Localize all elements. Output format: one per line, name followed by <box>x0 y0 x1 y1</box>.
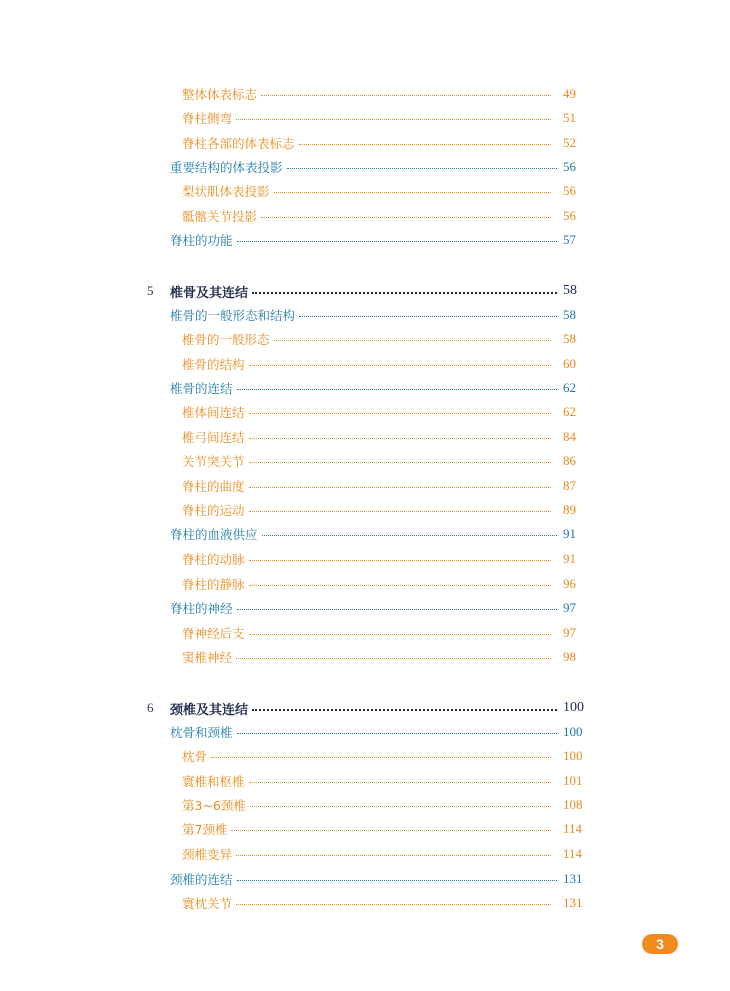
dot-leader <box>249 782 551 783</box>
chapter-number: 5 <box>147 283 154 298</box>
toc-entry-title: 重要结构的体表投影 <box>170 160 283 175</box>
toc-entry-body <box>182 109 551 127</box>
dot-leader <box>237 733 557 734</box>
chapter-number: 6 <box>147 700 154 715</box>
toc-entry-page-number: 86 <box>563 453 576 468</box>
toc-entry-page-number: 56 <box>563 183 576 198</box>
toc-entry-title: 椎体间连结 <box>182 405 245 420</box>
toc-entry-sub[interactable] <box>0 819 730 839</box>
toc-entry-page-number: 100 <box>563 748 583 763</box>
toc-entry-section[interactable] <box>0 869 730 889</box>
toc-entry-body <box>170 231 557 249</box>
dot-leader <box>237 880 557 881</box>
page-number-badge: 3 <box>642 934 678 954</box>
dot-leader <box>236 904 551 905</box>
toc-entry-page-number: 131 <box>563 895 583 910</box>
toc-entry-title: 椎骨及其连结 <box>170 285 249 301</box>
toc-entry-section[interactable] <box>0 378 730 398</box>
dot-leader <box>237 609 557 610</box>
dot-leader <box>236 658 551 659</box>
toc-entry-page-number: 52 <box>563 135 576 150</box>
toc-entry-sub[interactable] <box>0 133 730 153</box>
dot-leader <box>249 462 551 463</box>
toc-entry-title: 颈椎及其连结 <box>170 702 249 718</box>
toc-entry-page-number: 108 <box>563 797 583 812</box>
dot-leader <box>249 365 551 366</box>
toc-entry-title: 关节突关节 <box>182 454 245 469</box>
toc-entry-body <box>182 820 551 838</box>
dot-leader <box>252 709 557 711</box>
toc-entry-body <box>170 870 557 888</box>
toc-entry-body <box>170 699 557 718</box>
dot-leader <box>249 438 551 439</box>
toc-entry-sub[interactable] <box>0 476 730 496</box>
toc-entry-body <box>182 182 551 200</box>
dot-leader <box>249 413 551 414</box>
toc-entry-page-number: 97 <box>563 600 576 615</box>
toc-entry-body <box>182 845 551 863</box>
toc-entry-page-number: 91 <box>563 526 576 541</box>
toc-entry-body <box>182 796 551 814</box>
toc-entry-page-number: 62 <box>563 404 576 419</box>
dot-leader <box>237 389 557 390</box>
toc-entry-body <box>182 85 551 103</box>
toc-entry-body <box>182 428 551 446</box>
toc-entry-title: 脊柱侧弯 <box>182 111 233 126</box>
toc-entry-body <box>182 134 551 152</box>
toc-entry-title: 梨状肌体表投影 <box>182 184 270 199</box>
toc-entry-section[interactable] <box>0 524 730 544</box>
toc-entry-sub[interactable] <box>0 574 730 594</box>
toc-entry-body <box>182 452 551 470</box>
toc-entry-sub[interactable] <box>0 647 730 667</box>
toc-entry-title: 椎骨的连结 <box>170 381 233 396</box>
toc-entry-title: 脊柱的功能 <box>170 233 233 248</box>
toc-entry-page-number: 58 <box>563 331 576 346</box>
toc-entry-title: 椎骨的结构 <box>182 357 245 372</box>
dot-leader <box>261 95 551 96</box>
dot-leader <box>299 316 557 317</box>
toc-entry-sub[interactable] <box>0 623 730 643</box>
toc-entry-title: 枕骨 <box>182 749 208 764</box>
toc-entry-page-number: 114 <box>563 821 583 836</box>
toc-entry-page-number: 84 <box>563 429 576 444</box>
toc-entry-title: 脊柱的运动 <box>182 503 245 518</box>
toc-entry-title: 整体体表标志 <box>182 87 258 102</box>
toc-entry-page-number: 131 <box>563 871 583 886</box>
toc-entry-sub[interactable] <box>0 746 730 766</box>
toc-entry-body <box>170 282 557 301</box>
toc-entry-page-number: 101 <box>563 773 583 788</box>
dot-leader <box>249 634 551 635</box>
dot-leader <box>274 340 551 341</box>
toc-entry-title: 椎骨的一般形态和结构 <box>170 308 296 323</box>
toc-entry-body <box>182 477 551 495</box>
toc-entry-body <box>170 379 557 397</box>
toc-entry-title: 脊柱各部的体表标志 <box>182 136 295 151</box>
toc-entry-sub[interactable] <box>0 354 730 374</box>
toc-entry-body <box>170 599 557 617</box>
toc-entry-title: 脊柱的曲度 <box>182 479 245 494</box>
dot-leader <box>262 535 557 536</box>
dot-leader <box>299 144 551 145</box>
toc-entry-title: 脊柱的血液供应 <box>170 527 258 542</box>
toc-entry-sub[interactable] <box>0 329 730 349</box>
toc-entry-body <box>182 624 551 642</box>
toc-entry-sub[interactable] <box>0 427 730 447</box>
toc-entry-title: 脊柱的神经 <box>170 601 233 616</box>
toc-entry-sub[interactable] <box>0 844 730 864</box>
toc-entry-body <box>182 747 551 765</box>
toc-entry-section[interactable] <box>0 598 730 618</box>
toc-entry-sub[interactable] <box>0 84 730 104</box>
toc-entry-title: 颈椎变异 <box>182 847 233 862</box>
toc-entry-body <box>182 772 551 790</box>
toc-entry-body <box>170 306 557 324</box>
toc-entry-sub[interactable] <box>0 451 730 471</box>
toc-entry-page-number: 100 <box>563 724 583 739</box>
dot-leader <box>249 560 551 561</box>
dot-leader <box>261 217 551 218</box>
toc-entry-title: 窦椎神经 <box>182 650 233 665</box>
toc-entry-title: 寰椎和枢椎 <box>182 774 245 789</box>
dot-leader <box>250 806 551 807</box>
toc-entry-title: 第7颈椎 <box>182 822 228 837</box>
toc-entry-page-number: 87 <box>563 478 576 493</box>
toc-entry-section[interactable] <box>0 305 730 325</box>
toc-entry-title: 寰枕关节 <box>182 896 233 911</box>
dot-leader <box>249 585 551 586</box>
toc-entry-chapter[interactable] <box>0 698 730 718</box>
dot-leader <box>211 757 551 758</box>
toc-entry-body <box>182 501 551 519</box>
toc-entry-title: 脊神经后支 <box>182 626 245 641</box>
toc-entry-section[interactable] <box>0 722 730 742</box>
toc-entry-page-number: 100 <box>563 700 584 715</box>
toc-entry-body <box>182 550 551 568</box>
toc-entry-body <box>182 894 551 912</box>
toc-entry-page-number: 49 <box>563 86 576 101</box>
toc-entry-title: 颈椎的连结 <box>170 872 233 887</box>
toc-entry-page-number: 58 <box>563 283 577 298</box>
toc-entry-sub[interactable] <box>0 206 730 226</box>
toc-entry-body <box>182 403 551 421</box>
toc-entry-page-number: 114 <box>563 846 583 861</box>
toc-entry-body <box>170 723 557 741</box>
toc-entry-chapter[interactable] <box>0 281 730 301</box>
toc-entry-sub[interactable] <box>0 549 730 569</box>
toc-entry-title: 椎弓间连结 <box>182 430 245 445</box>
toc-entry-title: 脊柱的静脉 <box>182 577 245 592</box>
dot-leader <box>231 830 551 831</box>
toc-entry-sub[interactable] <box>0 893 730 913</box>
toc-entry-page-number: 98 <box>563 649 576 664</box>
dot-leader <box>236 855 551 856</box>
toc-entry-page-number: 89 <box>563 502 576 517</box>
toc-entry-sub[interactable] <box>0 500 730 520</box>
toc-entry-page-number: 58 <box>563 307 576 322</box>
dot-leader <box>249 511 551 512</box>
toc-entry-sub[interactable] <box>0 181 730 201</box>
toc-entry-sub[interactable] <box>0 402 730 422</box>
toc-entry-body <box>182 355 551 373</box>
toc-entry-page-number: 97 <box>563 625 576 640</box>
toc-entry-title: 骶髂关节投影 <box>182 209 258 224</box>
toc-entry-body <box>182 207 551 225</box>
toc-entry-body <box>182 648 551 666</box>
dot-leader <box>249 487 551 488</box>
toc-entry-title: 第3~6颈椎 <box>182 798 246 813</box>
toc-entry-page-number: 51 <box>563 110 576 125</box>
toc-entry-title: 椎骨的一般形态 <box>182 332 270 347</box>
dot-leader <box>237 241 557 242</box>
toc-entry-page-number: 60 <box>563 356 576 371</box>
toc-entry-page-number: 57 <box>563 232 576 247</box>
toc-entry-page-number: 96 <box>563 576 576 591</box>
dot-leader <box>287 168 557 169</box>
toc-entry-body <box>182 575 551 593</box>
toc-entry-sub[interactable] <box>0 108 730 128</box>
toc-entry-page-number: 91 <box>563 551 576 566</box>
toc-entry-title: 脊柱的动脉 <box>182 552 245 567</box>
toc-entry-section[interactable] <box>0 157 730 177</box>
dot-leader <box>252 292 557 294</box>
toc-entry-title: 枕骨和颈椎 <box>170 725 233 740</box>
toc-entry-body <box>182 330 551 348</box>
dot-leader <box>236 119 551 120</box>
toc-entry-sub[interactable] <box>0 795 730 815</box>
toc-entry-section[interactable] <box>0 230 730 250</box>
toc-entry-page-number: 56 <box>563 159 576 174</box>
toc-entry-body <box>170 158 557 176</box>
toc-entry-body <box>170 525 557 543</box>
toc-entry-sub[interactable] <box>0 771 730 791</box>
dot-leader <box>274 192 551 193</box>
toc-entry-page-number: 56 <box>563 208 576 223</box>
toc-entry-page-number: 62 <box>563 380 576 395</box>
